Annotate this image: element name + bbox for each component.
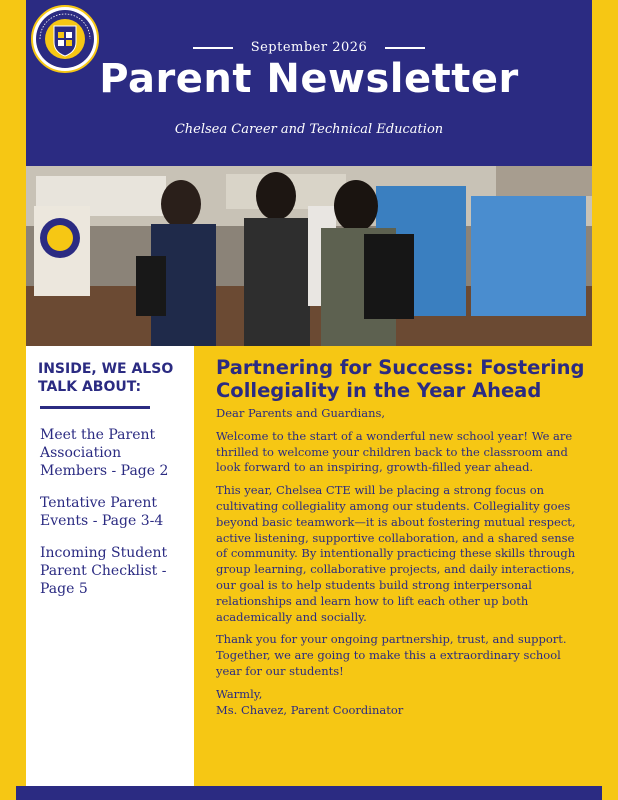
article-paragraph-collegiality: This year, Chelsea CTE will be placing a strong focus on cultivating collegiality among our students. Collegiality goes beyond basic teamwork—it is about fostering mutual respect, active listening, supportive collaboration, and a shared sense of community. By intentionally practicing these skills through group learning, collaborative projects, and daily interactions, our goal is to help students build strong interpersonal relationships and learn how to lift each other up both academically and socially.: [216, 483, 576, 624]
date-rule-left: [193, 47, 233, 49]
article: [216, 356, 588, 718]
sidebar-list: [40, 426, 188, 612]
issue-date-text: September 2026: [250, 40, 368, 55]
article-salutation: Dear Parents and Guardians,: [216, 406, 386, 420]
sidebar-rule: [40, 406, 150, 409]
sidebar-item-parent-association: Meet the Parent Association Members - Page 2: [40, 427, 169, 479]
article-headline: Partnering for Success: Fostering Collegiality in the Year Ahead: [216, 356, 585, 402]
article-paragraph-welcome: Welcome to the start of a wonderful new school year! We are thrilled to welcome your children back to the classroom and look forward to an inspiring, growth-filled year ahead.: [216, 428, 573, 475]
date-rule-right: [385, 47, 425, 49]
issue-date: [26, 40, 592, 55]
school-name: Chelsea Career and Technical Education: [174, 122, 444, 137]
article-paragraph-thanks: Thank you for your ongoing partnership, trust, and support. Together, we are going to make this a extraordinary school year for our students!: [216, 632, 567, 678]
sidebar-heading: INSIDE, WE ALSO TALK ABOUT:: [38, 361, 174, 395]
sidebar-item-student-checklist: Incoming Student Parent Checklist - Page 5: [40, 545, 168, 597]
header-banner: [26, 0, 592, 166]
article-closing: Warmly,: [216, 686, 263, 701]
students-photo: [26, 166, 592, 346]
newsletter-title: Parent Newsletter: [99, 56, 519, 102]
sidebar-item-parent-events: Tentative Parent Events - Page 3-4: [40, 495, 164, 529]
article-signature: Ms. Chavez, Parent Coordinator: [216, 702, 404, 717]
footer-bar: [16, 786, 602, 800]
inside-sidebar: [26, 346, 194, 786]
